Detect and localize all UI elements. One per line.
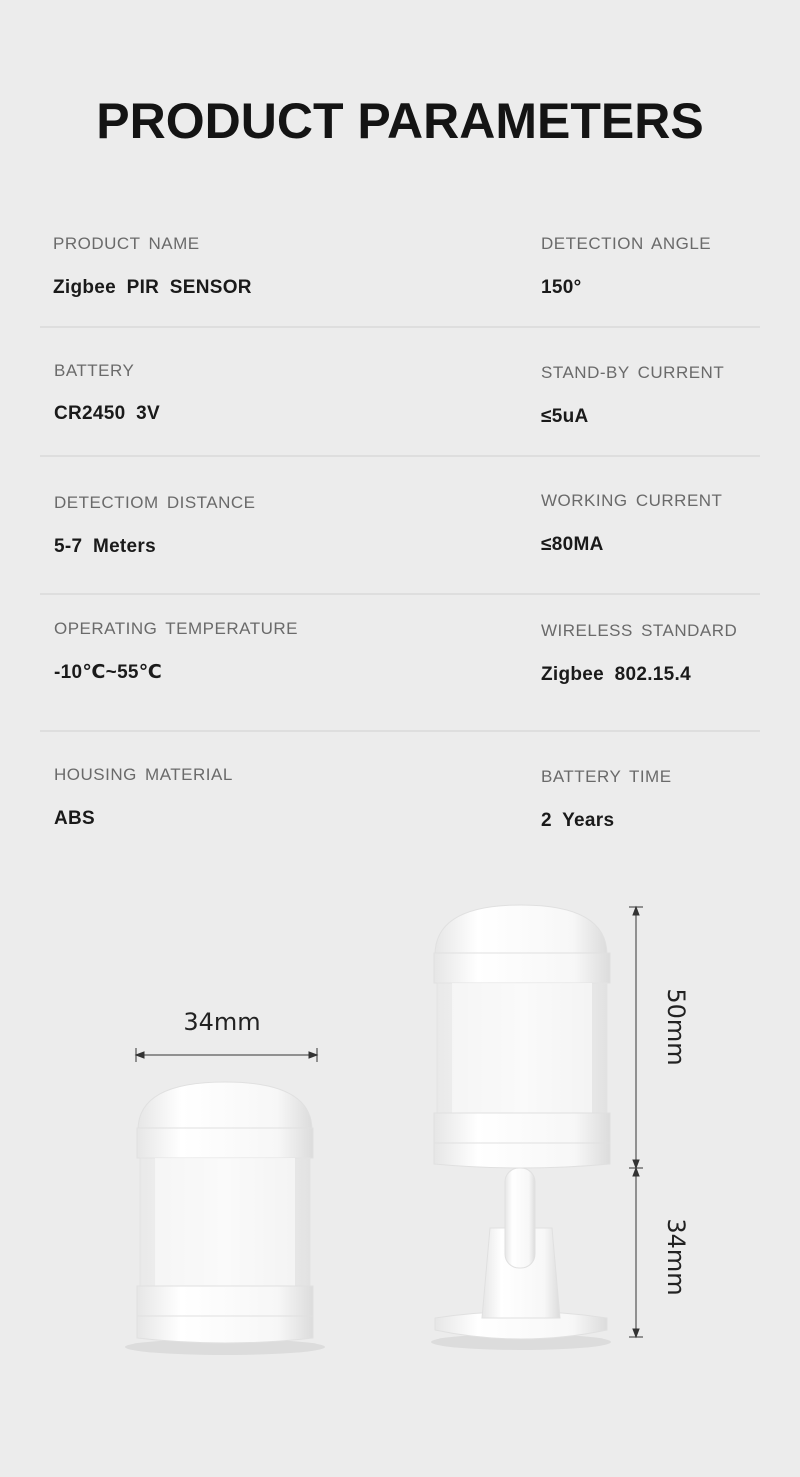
param-value: 5-7 Meters bbox=[54, 536, 156, 557]
width-label: 34mm bbox=[183, 1008, 261, 1036]
param-value: CR2450 3V bbox=[54, 403, 160, 424]
param-label: BATTERY TIME bbox=[541, 767, 672, 786]
sensor-with-stand bbox=[431, 905, 611, 1350]
param-label: HOUSING MATERIAL bbox=[54, 765, 233, 784]
param-label: PRODUCT NAME bbox=[53, 234, 200, 253]
param-label: WIRELESS STANDARD bbox=[541, 621, 738, 640]
param-value: Zigbee PIR SENSOR bbox=[53, 277, 252, 298]
param-value: 150° bbox=[541, 277, 582, 298]
param-label: OPERATING TEMPERATURE bbox=[54, 619, 298, 638]
param-value: ≤80MA bbox=[541, 534, 604, 555]
param-label: WORKING CURRENT bbox=[541, 491, 723, 510]
param-value: -10℃~55℃ bbox=[54, 662, 163, 683]
sensor-front-view bbox=[125, 1082, 325, 1355]
param-label: DETECTIOM DISTANCE bbox=[54, 493, 256, 512]
param-label: STAND-BY CURRENT bbox=[541, 363, 725, 382]
param-label: BATTERY bbox=[54, 361, 135, 380]
param-value: ≤5uA bbox=[541, 406, 589, 427]
param-value: ABS bbox=[54, 808, 96, 829]
head-height-label: 50mm bbox=[662, 988, 690, 1066]
page-title: PRODUCT PARAMETERS bbox=[96, 93, 704, 149]
param-label: DETECTION ANGLE bbox=[541, 234, 712, 253]
param-value: Zigbee 802.15.4 bbox=[541, 664, 691, 685]
width-dimension bbox=[136, 1048, 317, 1062]
stand-height-label: 34mm bbox=[662, 1218, 690, 1296]
param-value: 2 Years bbox=[541, 810, 615, 831]
height-dimension bbox=[629, 907, 643, 1337]
